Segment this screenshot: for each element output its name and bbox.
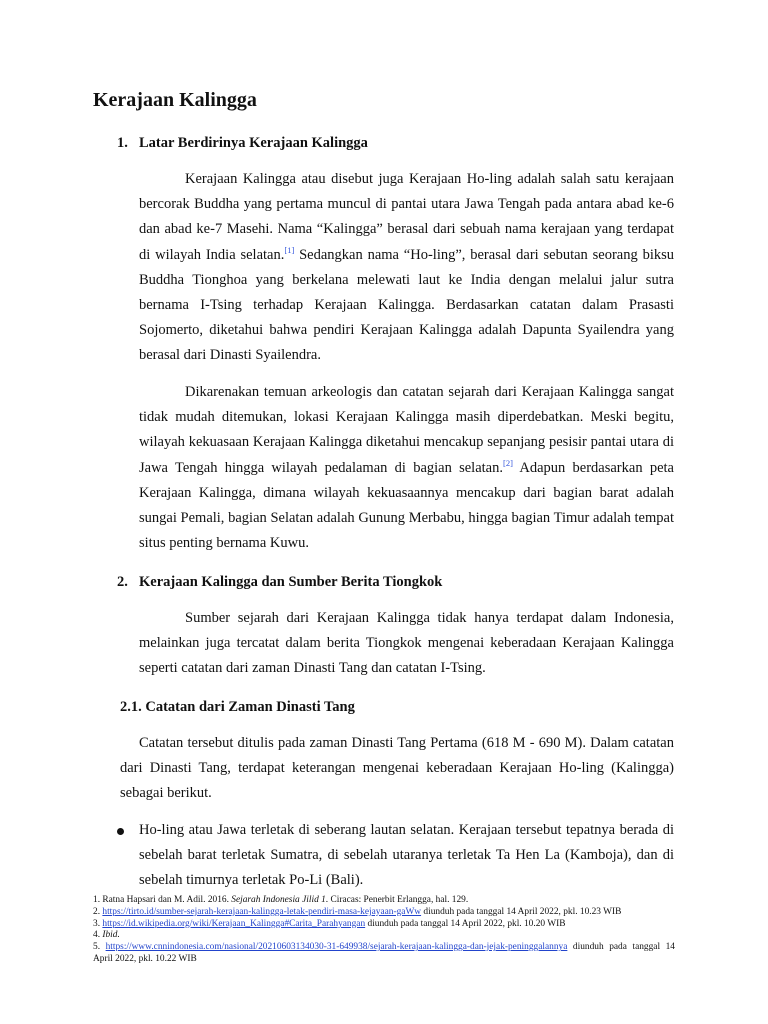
section-1-paragraph-2: Dikarenakan temuan arkeologis dan catatan sejarah dari Kerajaan Kalingga sangat tidak mudah ditemukan, lokasi Kerajaan Kalingga masih diperdebatkan. Meski begitu, wilayah kekuasaan Kerajaan Kalingga diketahui mencakup sepanjang pesisir pantai utara di Jawa Tengah hingga wilayah pedalaman di bagian selatan.[2] Adapun berdasarkan peta Kerajaan Kalingga, dimana wilayah kekuasaannya mencakup dari bagian barat adalah sungai Pemali, bagian Selatan adalah Gunung Merbabu, hingga bagian Timur adalah tempat situs penting bernama Kuwu. bbox=[139, 384, 674, 552]
footnote-3-link[interactable]: https://id.wikipedia.org/wiki/Kerajaan_Kalingga#Carita_Parahyangan bbox=[102, 918, 366, 929]
section-1-heading bbox=[117, 133, 368, 153]
section-2-1-paragraph-1: Catatan tersebut ditulis pada zaman Dinasti Tang Pertama (618 M - 690 M). Dalam catatan dari Dinasti Tang, terdapat keterangan mengenai keberadaan Kerajaan Ho-ling (Kalingga) sebagai berikut. bbox=[120, 735, 674, 802]
footnote-4: 4. Ibid. bbox=[93, 930, 120, 941]
section-1-paragraph-1: Kerajaan Kalingga atau disebut juga Kerajaan Ho-ling adalah salah satu kerajaan bercorak Buddha yang pertama muncul di pantai utara Jawa Tengah pada antara abad ke-6 dan abad ke-7 Masehi. Nama “Kalingga” berasal dari sebuah nama kerajaan yang terdapat di wilayah India selatan.[1] Sedangkan nama “Ho-ling”, berasal dari sebutan seorang biksu Buddha Tionghoa yang berkelana melewati laut ke India dengan melalui jalur sutra bernama I-Tsing terhadap Kerajaan Kalingga. Berdasarkan catatan dalam Prasasti Sojomerto, diketahui bahwa pendiri Kerajaan Kalingga adalah Dapunta Syailendra yang berasal dari Dinasti Syailendra. bbox=[139, 171, 674, 364]
footnotes bbox=[93, 895, 675, 966]
section-2-heading-text: Kerajaan Kalingga dan Sumber Berita Tiongkok bbox=[139, 574, 443, 590]
bullet-icon bbox=[117, 828, 124, 835]
bullet-item-1: Ho-ling atau Jawa terletak di seberang lautan selatan. Kerajaan tersebut tepatnya berada di sebelah barat terletak Sumatra, di sebelah utaranya terletak Ta Hen La (Kamboja), dan di sebelah timurnya terletak Po-Li (Bali). bbox=[139, 822, 674, 889]
footnote-3: 3. https://id.wikipedia.org/wiki/Kerajaan_Kalingga#Carita_Parahyangan diunduh pada tanggal 14 April 2022, pkl. 10.20 WIB bbox=[93, 918, 566, 929]
section-2-1-heading: 2.1. Catatan dari Zaman Dinasti Tang bbox=[120, 699, 355, 715]
section-2-number: 2. bbox=[117, 574, 128, 590]
footnote-2-link[interactable]: https://tirto.id/sumber-sejarah-kerajaan-kalingga-letak-pendiri-masa-kejayaan-gaWw bbox=[102, 906, 422, 917]
footnote-ref-2[interactable]: [2] bbox=[502, 457, 513, 468]
section-2-paragraph-1: Sumber sejarah dari Kerajaan Kalingga tidak hanya terdapat dalam Indonesia, melainkan juga tercatat dalam berita Tiongkok mengenai keberadaan Kerajaan Kalingga seperti catatan dari zaman Dinasti Tang dan catatan I-Tsing. bbox=[139, 610, 674, 677]
footnote-1: 1. Ratna Hapsari dan M. Adil. 2016. Sejarah Indonesia Jilid 1. Ciracas: Penerbit Erlangga, hal. 129. bbox=[93, 895, 469, 905]
footnote-5-link[interactable]: https://www.cnnindonesia.com/nasional/20210603134030-31-649938/sejarah-kerajaan-kalingga-dan-jejak-peninggalannya bbox=[105, 942, 568, 953]
footnote-5: 5. https://www.cnnindonesia.com/nasional/20210603134030-31-649938/sejarah-kerajaan-kalingga-dan-jejak-peninggalannya diunduh pada tanggal 14 April 2022, pkl. 10.22 WIB bbox=[93, 942, 675, 964]
footnote-ref-1[interactable]: [1] bbox=[284, 244, 295, 255]
section-1-number: 1. bbox=[117, 135, 128, 151]
section-1-heading-text: Latar Berdirinya Kerajaan Kalingga bbox=[139, 135, 368, 151]
footnote-2: 2. https://tirto.id/sumber-sejarah-kerajaan-kalingga-letak-pendiri-masa-kejayaan-gaWw diunduh pada tanggal 14 April 2022, pkl. 10.23 WIB bbox=[93, 906, 622, 917]
section-2-heading bbox=[117, 572, 442, 592]
document-title: Kerajaan Kalingga bbox=[93, 89, 257, 111]
